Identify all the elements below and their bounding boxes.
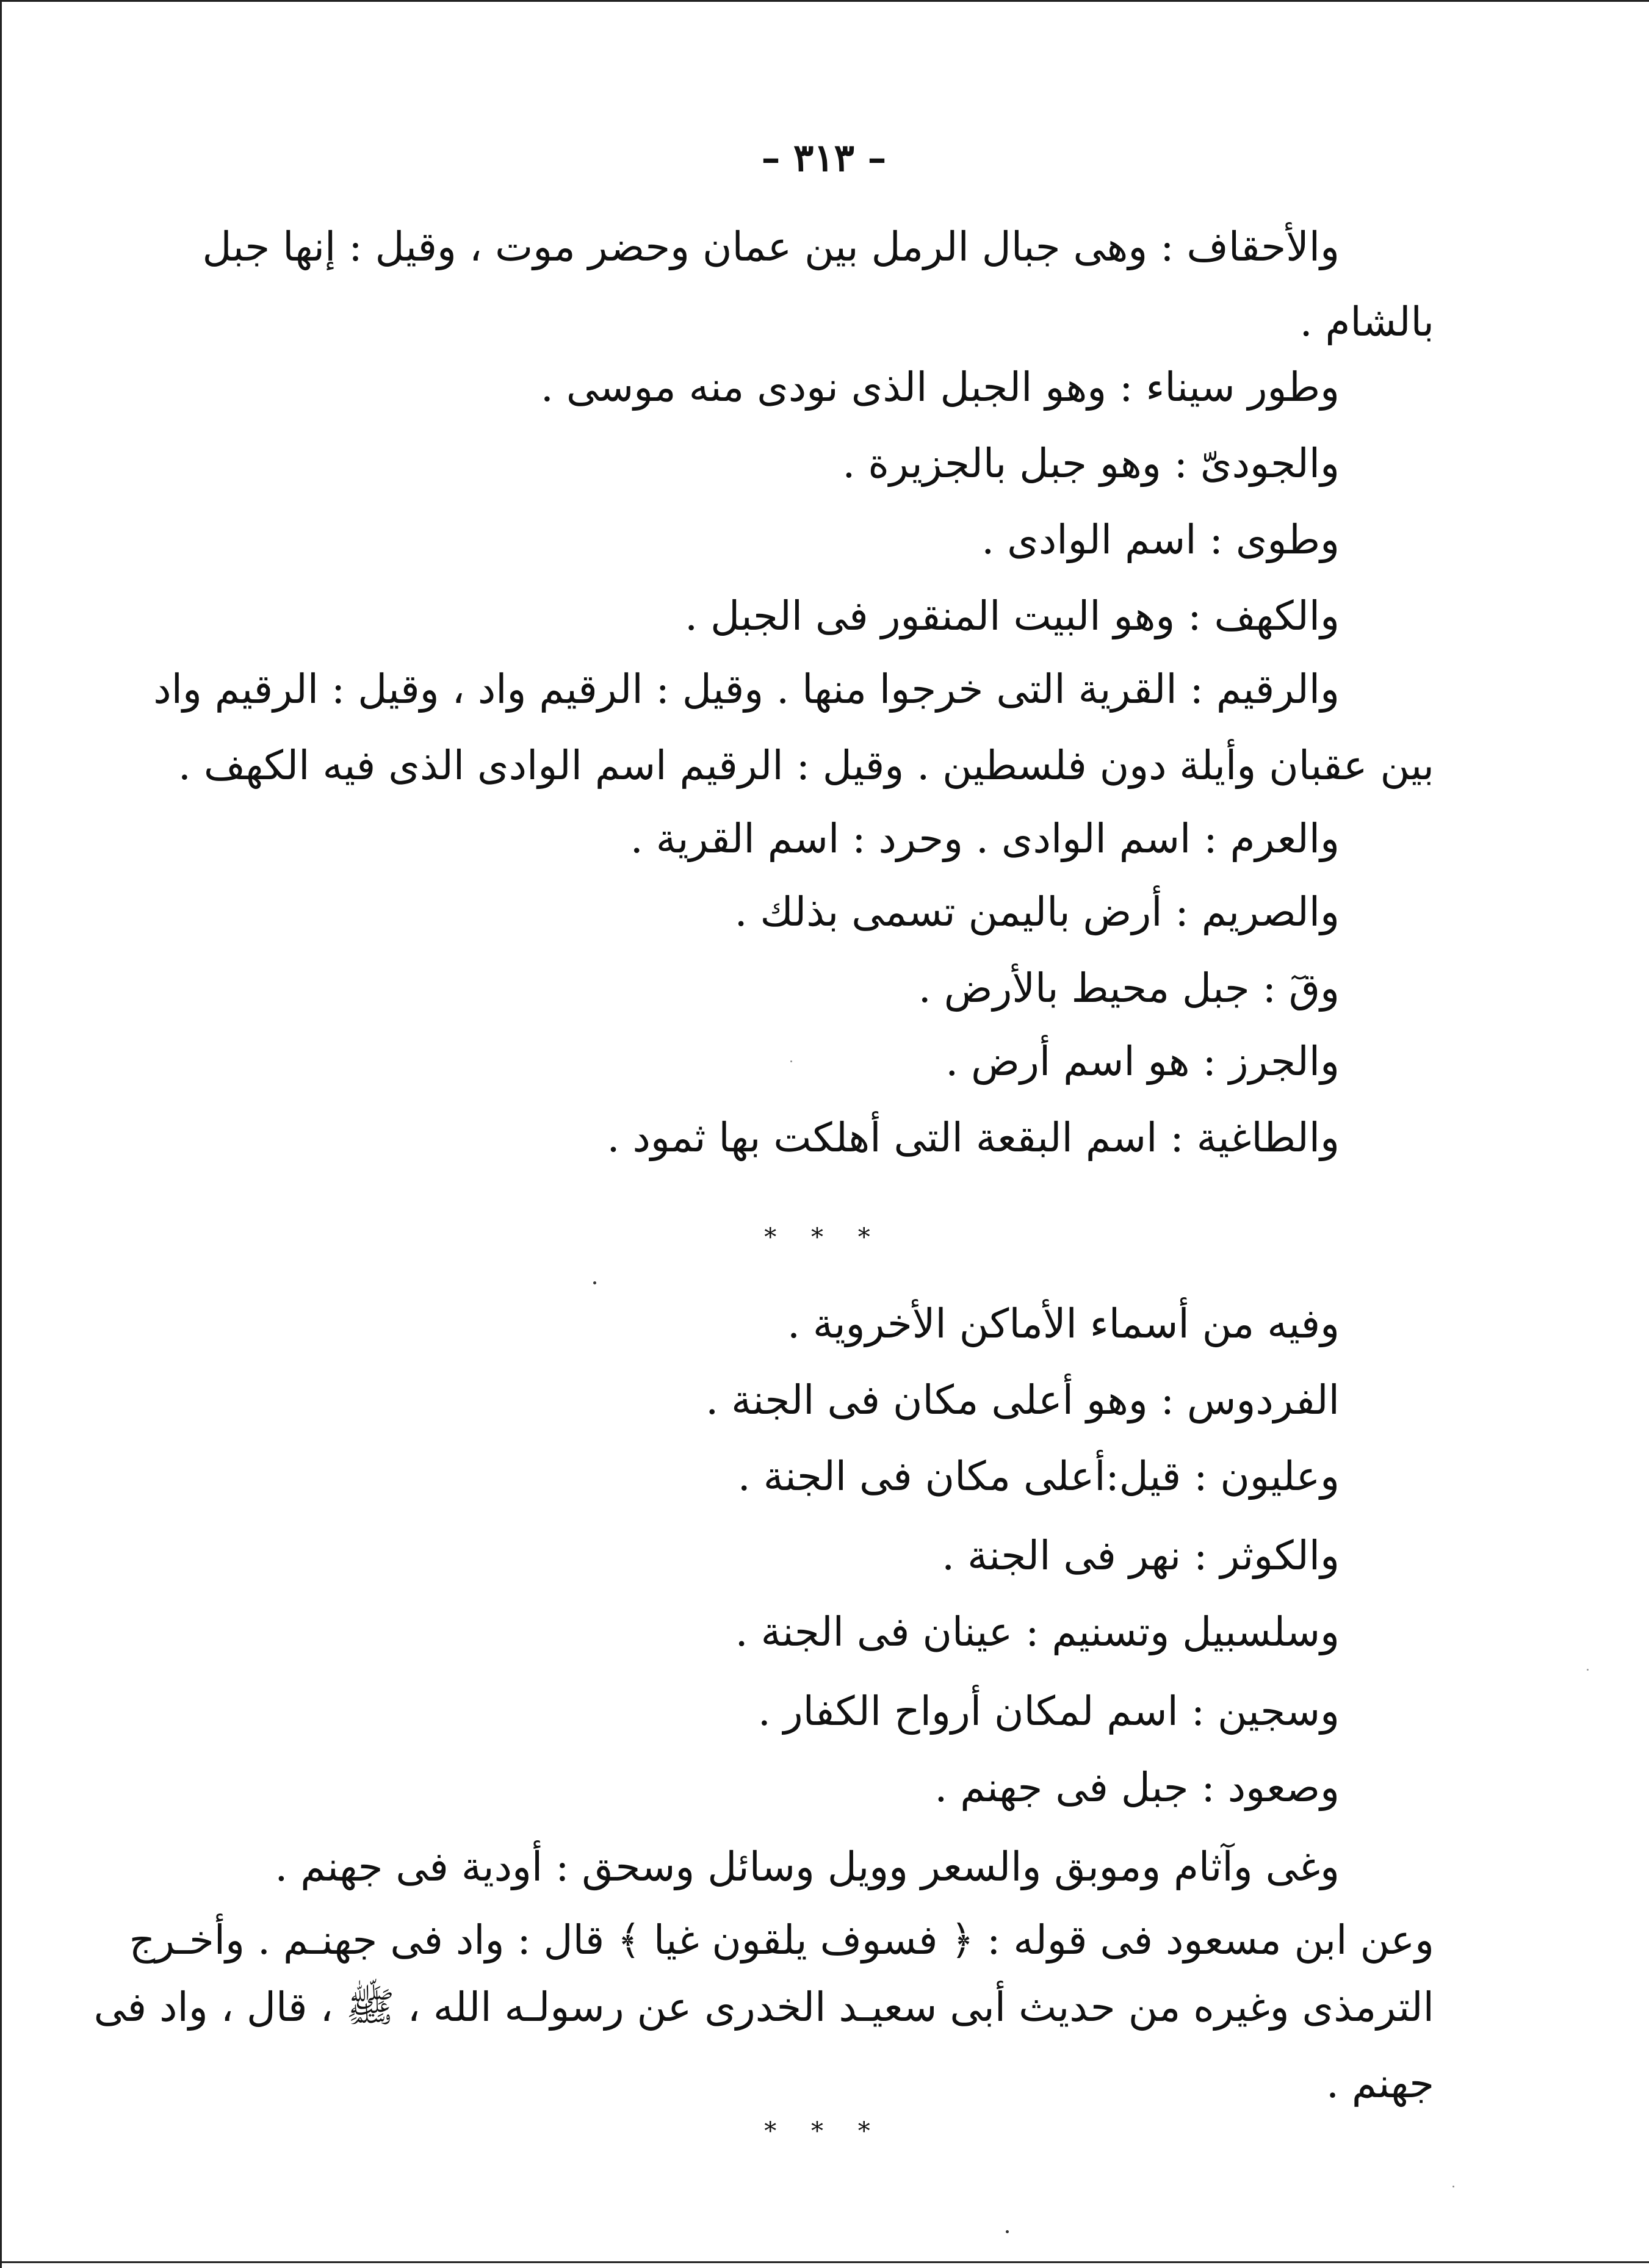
text-line: والأحقاف : وهى جبال الرمل بين عمان وحضر موت ، وقيل : إنها جبل — [202, 223, 1340, 270]
text-line: وطوى : اسم الوادى . — [981, 516, 1340, 563]
text-line: وطور سيناء : وهو الجبل الذى نودى منه موسى . — [540, 364, 1340, 411]
text-line: والجرز : هو اسم أرض . — [945, 1038, 1340, 1085]
text-line: وعليون : قيل:أعلى مكان فى الجنة . — [737, 1453, 1340, 1500]
text-line: والكهف : وهو البيت المنقور فى الجبل . — [685, 592, 1340, 639]
text-line: وقٓ : جبل محيط بالأرض . — [918, 965, 1340, 1012]
text-line: الترمذى وغيره من حديث أبى سعيـد الخدرى عن رسولـه الله ، ﷺ ، قال ، واد فى — [93, 1984, 1434, 2031]
scan-speck — [593, 1281, 596, 1284]
page-top-edge — [0, 0, 1649, 2]
text-line: والجودىّ : وهو جبل بالجزيرة . — [842, 440, 1340, 487]
section-separator: * * * — [764, 2117, 884, 2145]
text-line: وفيه من أسماء الأماكن الأخروية . — [787, 1300, 1340, 1347]
text-line: والطاغية : اسم البقعة التى أهلكت بها ثمود . — [607, 1114, 1340, 1161]
text-line: وعن ابن مسعود فى قوله : ﴿ فسوف يلقون غيا ﴾ قال : واد فى جهنـم . وأخـرج — [129, 1917, 1434, 1964]
text-line: وسجين : اسم لمكان أرواح الكفار . — [757, 1688, 1340, 1735]
scan-speck — [1006, 2230, 1009, 2233]
text-line: والعرم : اسم الوادى . وحرد : اسم القرية . — [630, 815, 1340, 862]
text-line: بين عقبان وأيلة دون فلسطين . وقيل : الرقيم اسم الوادى الذى فيه الكهف . — [178, 742, 1434, 789]
text-line: جهنم . — [1326, 2060, 1434, 2107]
text-line: وسلسبيل وتسنيم : عينان فى الجنة . — [735, 1608, 1340, 1655]
text-line: وغى وآثام وموبق والسعر وويل وسائل وسحق : أودية فى جهنم . — [275, 1843, 1340, 1890]
text-line: والكوثر : نهر فى الجنة . — [942, 1532, 1340, 1579]
section-separator: * * * — [764, 1223, 884, 1251]
text-line: الفردوس : وهو أعلى مكان فى الجنة . — [705, 1377, 1340, 1424]
page-number: – ٣١٣ – — [761, 135, 887, 180]
scan-speck — [1587, 1669, 1589, 1671]
text-line: والصريم : أرض باليمن تسمى بذلك . — [734, 888, 1340, 935]
text-line: والرقيم : القرية التى خرجوا منها . وقيل : الرقيم واد ، وقيل : الرقيم واد — [153, 666, 1340, 713]
text-line: بالشام . — [1299, 298, 1434, 345]
scan-speck — [1452, 2186, 1454, 2187]
page-bottom-edge — [0, 2261, 1649, 2263]
text-line: وصعود : جبل فى جهنم . — [934, 1764, 1340, 1811]
page-left-edge — [0, 0, 2, 2268]
scan-speck — [790, 1060, 792, 1062]
